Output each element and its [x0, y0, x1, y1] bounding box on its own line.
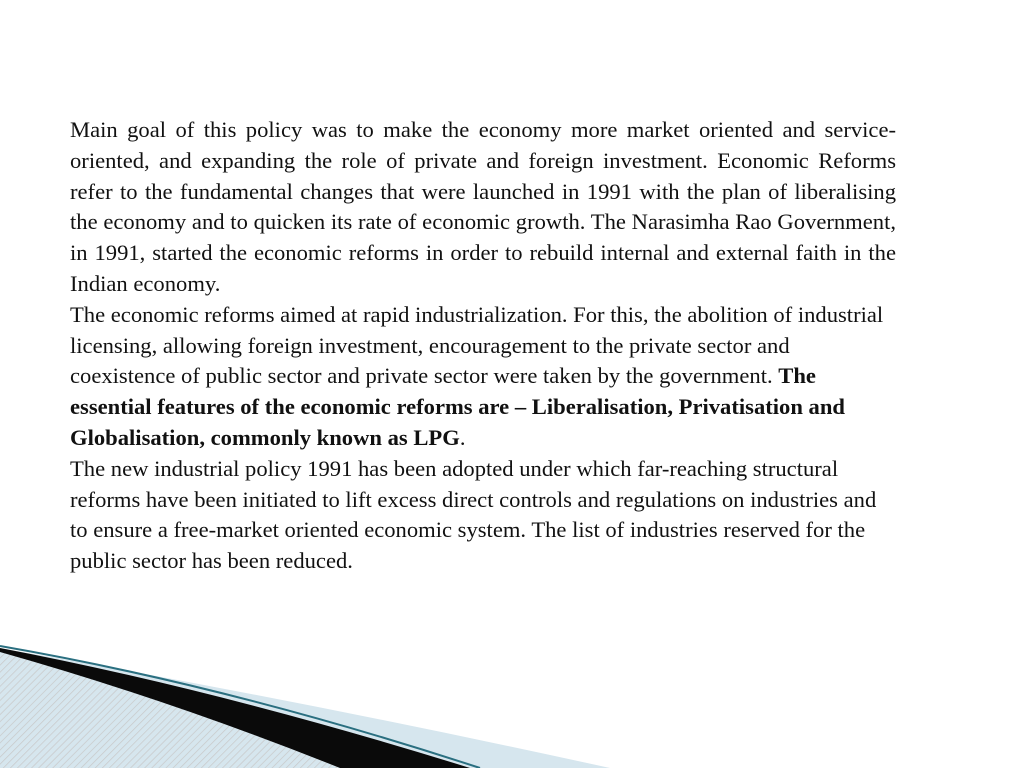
paragraph-lpg-features-start: The economic reforms aimed at rapid industrialization. For this, the abolition of industrial licensing, allowing foreign investment, encouragement to the private sector and coexistence of public sector and private sector were taken by the government.	[70, 301, 884, 389]
slide-body-text	[70, 115, 896, 577]
swoosh-hatch-band	[0, 652, 360, 768]
paragraph-lpg-features-end: .	[459, 424, 466, 450]
swoosh-teal-line	[0, 646, 480, 768]
paragraph-economic-reforms-intro: Main goal of this policy was to make the economy more market oriented and service-oriented, and expanding the role of private and foreign investment. Economic Reforms refer to the fundamental changes that were launched in 1991 with the plan of liberalising the economy and to quicken its rate of economic growth. The Narasimha Rao Government, in 1991, started the economic reforms in order to rebuild internal and external faith in the Indian economy.	[70, 117, 896, 296]
paragraph-lpg-features	[70, 300, 896, 454]
paragraph-industrial-policy: The new industrial policy 1991 has been adopted under which far-reaching structural reforms have been initiated to lift excess direct controls and regulations on industries and to ensure a free-market oriented economic system. The list of industries reserved for the public sector has been reduced.	[70, 455, 877, 574]
swoosh-light-band	[0, 648, 610, 768]
paragraph-lpg-features-bold: The essential features of the economic reforms are – Liberalisation, Privatisation and Globalisation, commonly known as LPG	[70, 363, 845, 450]
swoosh-dark-band	[0, 648, 470, 768]
